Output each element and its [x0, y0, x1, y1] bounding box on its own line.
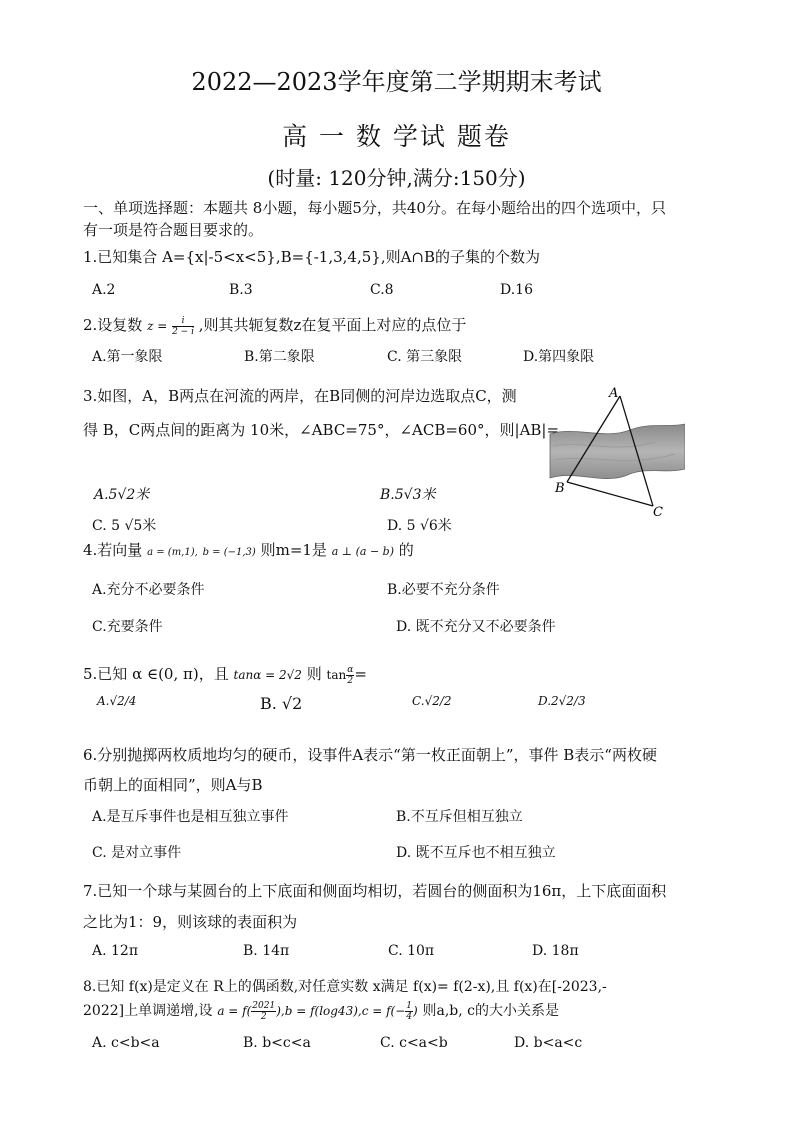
- q7-option-d: D. 18π: [532, 943, 579, 959]
- q6-line1: 6.分别抛掷两枚质地均匀的硬币，设事件A表示“第一枚正面朝上”，事件 B表示“两枚硬: [83, 746, 657, 764]
- q5-half-num: α: [347, 664, 354, 675]
- q4-stem-prefix: 4.若向量: [83, 541, 143, 559]
- q5-stem: [83, 663, 367, 686]
- q5-option-a: A.√2/4: [97, 694, 137, 708]
- q2-num: i: [172, 316, 194, 327]
- q8-line2-suffix: 则a,b, c的大小关系是: [422, 1003, 559, 1019]
- q4-option-c: C.充要条件: [92, 619, 163, 635]
- q2-fraction: [172, 316, 194, 337]
- q7-line1: 7.已知一个球与某圆台的上下底面和侧面均相切，若圆台的侧面积为16π，上下底面面积: [83, 882, 667, 900]
- q3-line2: 得 B，C两点间的距离为 10米，∠ABC=75°，∠ACB=60°，则|AB|=: [83, 421, 560, 439]
- q2-den: 2 − i: [172, 326, 194, 337]
- q5-half-den: 2: [347, 675, 354, 686]
- q2-option-c: C. 第三象限: [387, 349, 463, 365]
- q6-option-d: D. 既不互斥也不相互独立: [396, 845, 556, 861]
- q4-option-a: A.充分不必要条件: [92, 582, 205, 598]
- q7-option-b: B. 14π: [243, 943, 290, 959]
- q3-option-d: D. 5 √6米: [387, 518, 452, 534]
- exam-title: 2022—2023学年度第二学期期末考试: [191, 68, 602, 96]
- q3-option-a: A.5√2米: [94, 487, 150, 503]
- q5-stem-prefix: 5.已知 α ∈(0, π)，且: [83, 665, 229, 683]
- q3-option-b: B.5√3米: [380, 487, 436, 503]
- q1-option-d: D.16: [500, 282, 533, 298]
- q6-option-a: A.是互斥事件也是相互独立事件: [92, 809, 289, 825]
- q8-line1: 8.已知 f(x)是定义在 R上的偶函数,对任意实数 x满足 f(x)= f(2-x),且 f(x)在[-2023,-: [83, 979, 607, 995]
- q8-line2: [83, 1000, 559, 1022]
- q4-stem: [83, 539, 414, 560]
- section1-line2: 有一项是符合题目要求的。: [83, 221, 264, 239]
- q8-a-den: 2: [260, 1011, 267, 1022]
- q8-option-d: D. b<a<c: [514, 1035, 583, 1051]
- q2-stem-suffix: ,则其共轭复数z在复平面上对应的点位于: [198, 316, 467, 334]
- q8-option-c: C. c<a<b: [380, 1035, 448, 1051]
- label-c: C: [653, 505, 663, 520]
- q5-option-b: B. √2: [260, 694, 303, 713]
- label-b: B: [555, 481, 565, 496]
- q2-stem-prefix: 2.设复数: [83, 316, 143, 334]
- q4-option-d: D. 既不充分又不必要条件: [396, 619, 556, 635]
- q8-option-a: A. c<b<a: [92, 1035, 160, 1051]
- q5-tan-expr: tanα = 2√2: [233, 668, 302, 682]
- exam-info: (时量: 120分钟,满分:150分): [267, 166, 526, 190]
- q7-option-a: A. 12π: [92, 943, 139, 959]
- q3-river-figure: [545, 384, 685, 524]
- q4-stem-suffix: 的: [398, 541, 414, 559]
- q4-vec-b: b = (−1,3): [202, 547, 256, 558]
- q2-option-b: B.第二象限: [244, 349, 315, 365]
- q8-c-suffix: ): [413, 1004, 418, 1018]
- q2-z-eq: z =: [147, 319, 168, 333]
- q6-option-c: C. 是对立事件: [92, 845, 182, 861]
- q8-line2-prefix: 2022]上单调递增,设: [83, 1003, 213, 1019]
- q8-a-num: 2021: [252, 1000, 276, 1011]
- exam-subtitle: 高 一 数 学试 题卷: [282, 122, 511, 151]
- q5-eq: =: [354, 665, 367, 683]
- q8-a-prefix: a = f(: [217, 1004, 252, 1018]
- q6-line2: 币朝上的面相同”，则A与B: [83, 776, 263, 794]
- q3-option-c: C. 5 √5米: [92, 518, 157, 534]
- q2-option-a: A.第一象限: [92, 349, 163, 365]
- q4-perp: a ⊥ (a − b): [331, 545, 395, 558]
- q8-c-num: 1: [406, 1000, 413, 1011]
- q2-option-d: D.第四象限: [523, 349, 595, 365]
- q1-stem: 1.已知集合 A={x|-5<x<5},B={-1,3,4,5},则A∩B的子集的个数为: [83, 248, 541, 266]
- q8-c-prefix: c = f(−: [361, 1004, 406, 1018]
- q8-option-b: B. b<c<a: [243, 1035, 311, 1051]
- q1-option-c: C.8: [370, 282, 394, 298]
- section1-line1: 一、单项选择题：本题共 8小题，每小题5分，共40分。在每小题给出的四个选项中，只: [83, 199, 666, 217]
- q4-option-b: B.必要不充分条件: [387, 582, 500, 598]
- q2-stem: [83, 314, 466, 337]
- q5-option-d: D.2√2/3: [538, 694, 586, 708]
- q4-stem-mid: 则m=1是: [260, 541, 327, 559]
- segment-bc: [567, 482, 653, 506]
- q1-option-a: A.2: [92, 282, 116, 298]
- q3-line1: 3.如图，A，B两点在河流的两岸，在B同侧的河岸边选取点C，测: [83, 387, 517, 405]
- label-a: A: [609, 386, 619, 401]
- q5-option-c: C.√2/2: [412, 694, 452, 708]
- q8-a-suffix: ),: [276, 1004, 285, 1018]
- q8-c-den: 4: [406, 1011, 413, 1022]
- q8-b-expr: b = f(log43),: [284, 1004, 362, 1018]
- q6-option-b: B.不互斥但相互独立: [396, 809, 523, 825]
- q8-a-frac: [251, 1001, 276, 1022]
- q5-tan-half: tan: [326, 668, 347, 682]
- q7-line2: 之比为1：9，则该球的表面积为: [83, 913, 298, 931]
- q5-stem-mid: 则: [306, 665, 322, 683]
- river-band: [550, 424, 685, 479]
- q7-option-c: C. 10π: [388, 943, 435, 959]
- q8-c-frac: [405, 1001, 413, 1022]
- q4-vec-a: a = (m,1),: [147, 547, 198, 558]
- q1-option-b: B.3: [229, 282, 253, 298]
